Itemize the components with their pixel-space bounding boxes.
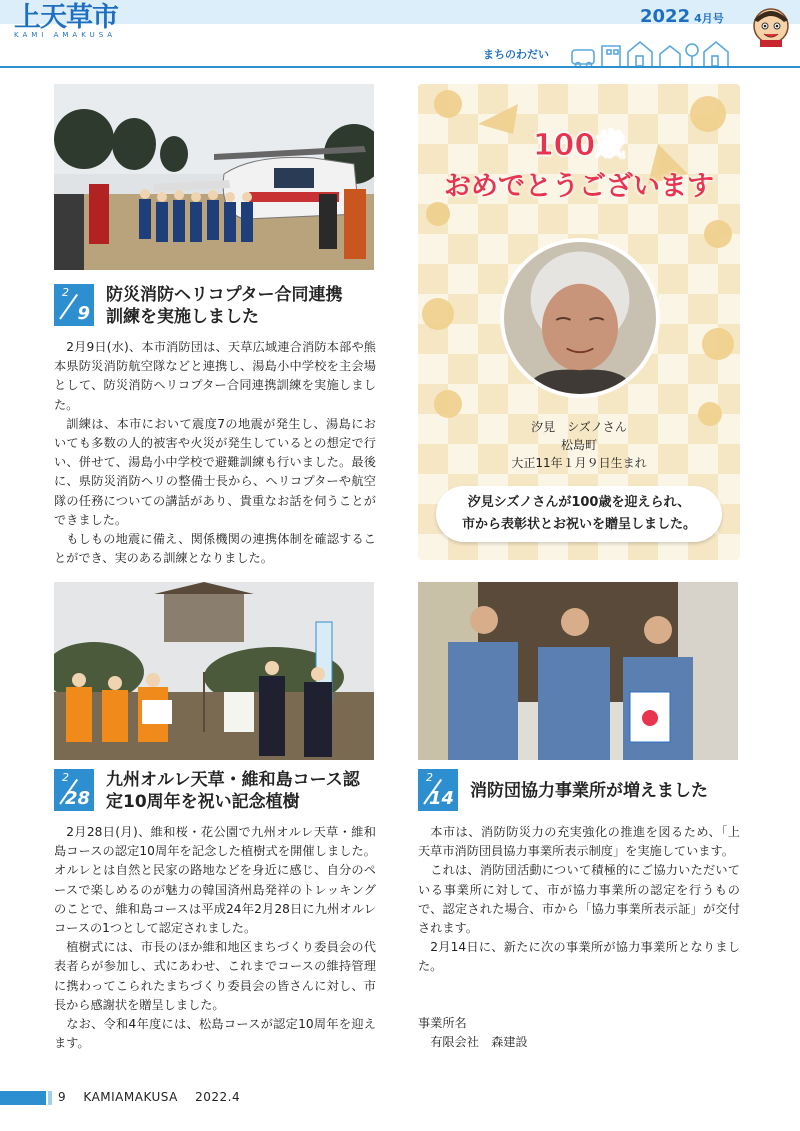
fire-cooperation-photo bbox=[418, 582, 738, 760]
birthday-title-congrats: おめでとうございます bbox=[444, 171, 714, 202]
tree-planting-photo bbox=[54, 582, 374, 760]
logo-title: 上天草市 bbox=[14, 2, 118, 33]
article3-body bbox=[418, 823, 740, 977]
person-name: 汐見 シズノさん bbox=[531, 420, 627, 434]
section-label: まちのわだい bbox=[483, 48, 549, 61]
person-town: 松島町 bbox=[560, 438, 597, 452]
magazine-date: 2022.4 bbox=[195, 1090, 241, 1104]
badge-day: 14 bbox=[428, 788, 454, 809]
birthday-title-age: 100歳 bbox=[532, 128, 626, 163]
message-line: 汐見シズノさんが100歳を迎えられ、 bbox=[467, 495, 691, 510]
paragraph: 2月9日(水)、本市消防団は、天草広域連合消防本部や熊本県防災消防航空隊などと連携し、湯島小中学校を主会場として、防災消防ヘリコプター合同連携訓練を実施しました。 bbox=[54, 340, 376, 412]
paragraph: 訓練は、本市において震度7の地震が発生し、湯島においても多数の人的被害や火災が発生しているとの想定で行い、併せて、湯島小中学校で避難訓練も行いました。最後に、県防災消防ヘリの整備士長から、ヘリコプターや航空隊の任務についての講話があり、貴重なお話を伺うことができました。 bbox=[54, 416, 376, 527]
logo-subtitle: KAMI AMAKUSA bbox=[14, 31, 117, 39]
person-birthdate: 大正11年１月９日生まれ bbox=[511, 456, 647, 470]
paragraph: これは、消防団活動について積極的にご協力いただいている事業所に対して、市が協力事業所の認定を行うもので、認定された場合、市から「協力事業所表示証」が交付されます。 bbox=[418, 863, 740, 936]
paragraph: 2月28日(月)、維和桜・花公園で九州オルレ天草・維和島コースの認定10周年を記念した植樹式を開催しました。オルレとは自然と民家の路地などを身近に感じ、自分のペースで楽しめるのが魅力の韓国済州島発祥のトレッキングのことで、維和島コースは平成24年2月28日に九州オルレコースの1つとして認定されました。 bbox=[54, 825, 376, 936]
issue-date bbox=[640, 6, 724, 27]
badge-month: 2 bbox=[426, 771, 433, 784]
badge-day: 9 bbox=[77, 303, 90, 324]
footer-bar-accent bbox=[48, 1091, 52, 1105]
office-label: 事業所名 bbox=[418, 1016, 467, 1030]
office-name: 有限会社 森建設 bbox=[430, 1035, 528, 1050]
article2-headline bbox=[106, 769, 382, 813]
city-logo[interactable] bbox=[14, 2, 118, 42]
issue-year: 2022 bbox=[640, 6, 691, 27]
helicopter-photo bbox=[54, 84, 374, 270]
elderly-portrait-photo bbox=[500, 238, 660, 398]
headline-line: 九州オルレ天草・維和島コース認 bbox=[106, 770, 360, 790]
headline-line: 訓練を実施しました bbox=[106, 307, 259, 327]
magazine-name: KAMIAMAKUSA bbox=[83, 1090, 178, 1104]
headline-line: 定10周年を祝い記念植樹 bbox=[106, 792, 300, 812]
paragraph: 2月14日に、新たに次の事業所が協力事業所となりました。 bbox=[418, 940, 740, 974]
footer-info bbox=[58, 1090, 240, 1104]
paragraph: 本市は、消防防災力の充実強化の推進を図るため、「上天草市消防団員協力事業所表示制度」を実施しています。 bbox=[418, 825, 740, 859]
message-line: 市から表彰状とお祝いを贈呈しました。 bbox=[461, 517, 696, 532]
office-list bbox=[418, 1014, 740, 1052]
birthday-person-info bbox=[418, 418, 740, 472]
header-divider bbox=[0, 66, 800, 68]
paragraph: なお、令和4年度には、松島コースが認定10周年を迎えます。 bbox=[54, 1017, 376, 1051]
article1-body bbox=[54, 338, 376, 568]
date-badge-2-14 bbox=[418, 769, 458, 811]
article3-headline: 消防団協力事業所が増えました bbox=[470, 781, 708, 801]
badge-month: 2 bbox=[62, 771, 69, 784]
paragraph: もしもの地震に備え、関係機関の連携体制を確認することができ、実のある訓練となりました。 bbox=[54, 532, 376, 566]
mascot-icon bbox=[748, 2, 794, 48]
houses-icon bbox=[570, 36, 730, 68]
page-number: 9 bbox=[58, 1090, 67, 1104]
date-badge-2-9 bbox=[54, 284, 94, 326]
birthday-message bbox=[436, 486, 722, 542]
article1-headline bbox=[106, 284, 376, 328]
article2-body bbox=[54, 823, 376, 1053]
birthday-panel bbox=[418, 84, 740, 560]
paragraph: 植樹式には、市長のほか維和地区まちづくり委員会の代表者らが参加し、式にあわせ、これまでコースの維持管理に携わってこられたまちづくり委員会の皆さんに対し、市長から感謝状を贈呈しました。 bbox=[54, 940, 376, 1012]
badge-day: 28 bbox=[64, 788, 90, 809]
footer-bar bbox=[0, 1091, 46, 1105]
date-badge-2-28 bbox=[54, 769, 94, 811]
issue-month: 4月号 bbox=[694, 12, 724, 25]
badge-month: 2 bbox=[62, 286, 69, 299]
headline-line: 防災消防ヘリコプター合同連携 bbox=[106, 285, 343, 305]
